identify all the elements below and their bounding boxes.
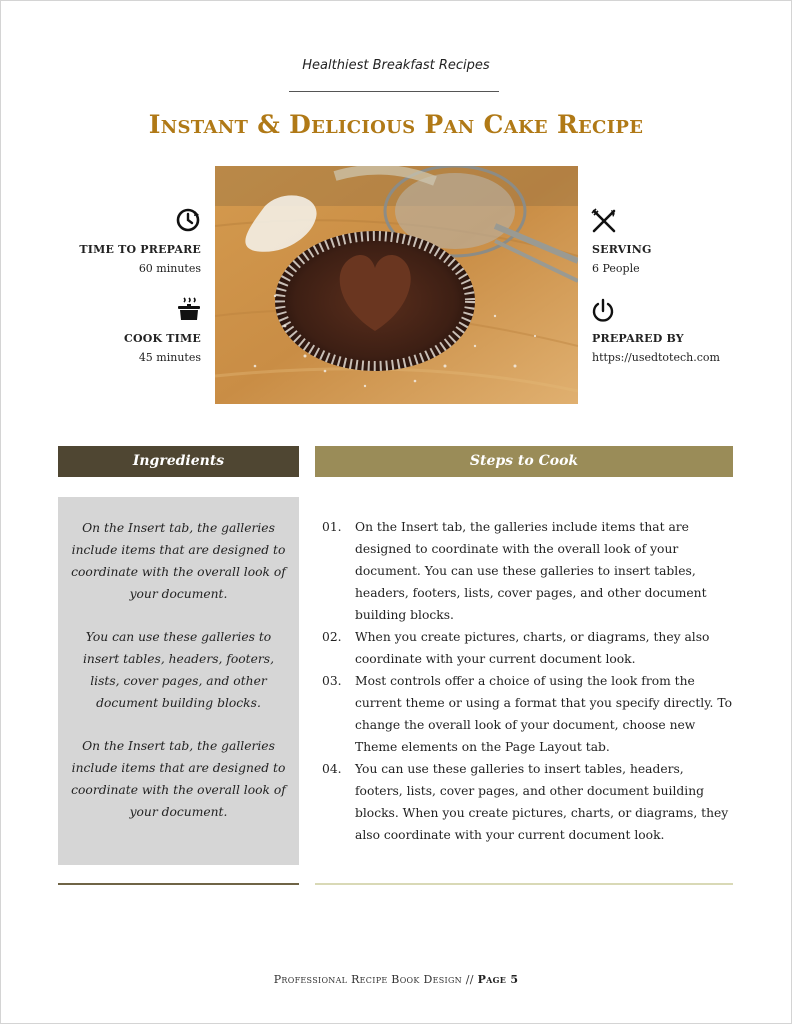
serving-value: 6 People (592, 262, 640, 275)
chocolate-cake-photo (215, 166, 578, 404)
ingredients-paragraph: On the Insert tab, the galleries include items that are designed to coordinate with the overall look of your document. (71, 739, 286, 819)
power-icon (590, 298, 616, 324)
prepared-by-value[interactable]: https://usedtotech.com (592, 351, 720, 364)
step-item (322, 516, 732, 626)
step-text: On the Insert tab, the galleries include items that are designed to coordinate with the overall look of your document. You can use these galleries to insert tables, headers, footers, lists, cover pages, and other document building blocks. (355, 520, 707, 622)
steps-heading: Steps to Cook (315, 446, 733, 477)
step-number: 03. (322, 674, 342, 688)
step-text: When you create pictures, charts, or diagrams, they also coordinate with your current document look. (355, 630, 710, 666)
ingredients-bottom-rule (58, 883, 299, 885)
step-item (322, 670, 732, 758)
ingredients-paragraph: On the Insert tab, the galleries include items that are designed to coordinate with the overall look of your document. (71, 521, 286, 601)
serving-label: SERVING (592, 243, 652, 256)
fork-knife-icon (591, 208, 617, 234)
page-number: Page 5 (477, 973, 519, 986)
ingredients-box (58, 497, 299, 865)
step-number: 01. (322, 520, 342, 534)
prepare-time-block (79, 243, 201, 275)
step-number: 02. (322, 630, 342, 644)
page-kicker: Healthiest Breakfast Recipes (302, 58, 490, 73)
clock-icon (175, 207, 201, 233)
page-footer (0, 973, 792, 986)
ingredients-heading: Ingredients (58, 446, 299, 477)
ingredients-paragraph: You can use these galleries to insert tables, headers, footers, lists, cover pages, and other document building blocks. (82, 630, 274, 710)
footer-text: Professional Recipe Book Design // (273, 973, 478, 986)
step-text: Most controls offer a choice of using the look from the current theme or using a format that you specify directly. To change the overall look of your document, choose new Theme elements on the Page Layout tab. (355, 674, 732, 754)
serving-block (592, 243, 652, 275)
step-text: You can use these galleries to insert tables, headers, footers, lists, cover pages, and other document building blocks. When you create pictures, charts, or diagrams, they also coordinate with your current document look. (355, 762, 729, 842)
recipe-photo (215, 166, 578, 404)
cook-time-label: COOK TIME (123, 332, 201, 345)
prepared-by-block (592, 332, 720, 364)
kicker-divider (289, 91, 499, 92)
cook-time-block (124, 332, 201, 364)
recipe-title: Instant & Delicious Pan Cake Recipe (148, 110, 644, 139)
prepared-by-label: PREPARED BY (592, 332, 684, 345)
prepare-time-label: TIME TO PREPARE (79, 243, 201, 256)
steps-bottom-rule (315, 883, 733, 885)
step-number: 04. (322, 762, 342, 776)
prepare-time-value: 60 minutes (138, 262, 201, 275)
step-item (322, 758, 732, 846)
step-item (322, 626, 732, 670)
cook-time-value: 45 minutes (138, 351, 201, 364)
steps-list (322, 516, 732, 846)
cooking-pot-icon (176, 296, 202, 322)
